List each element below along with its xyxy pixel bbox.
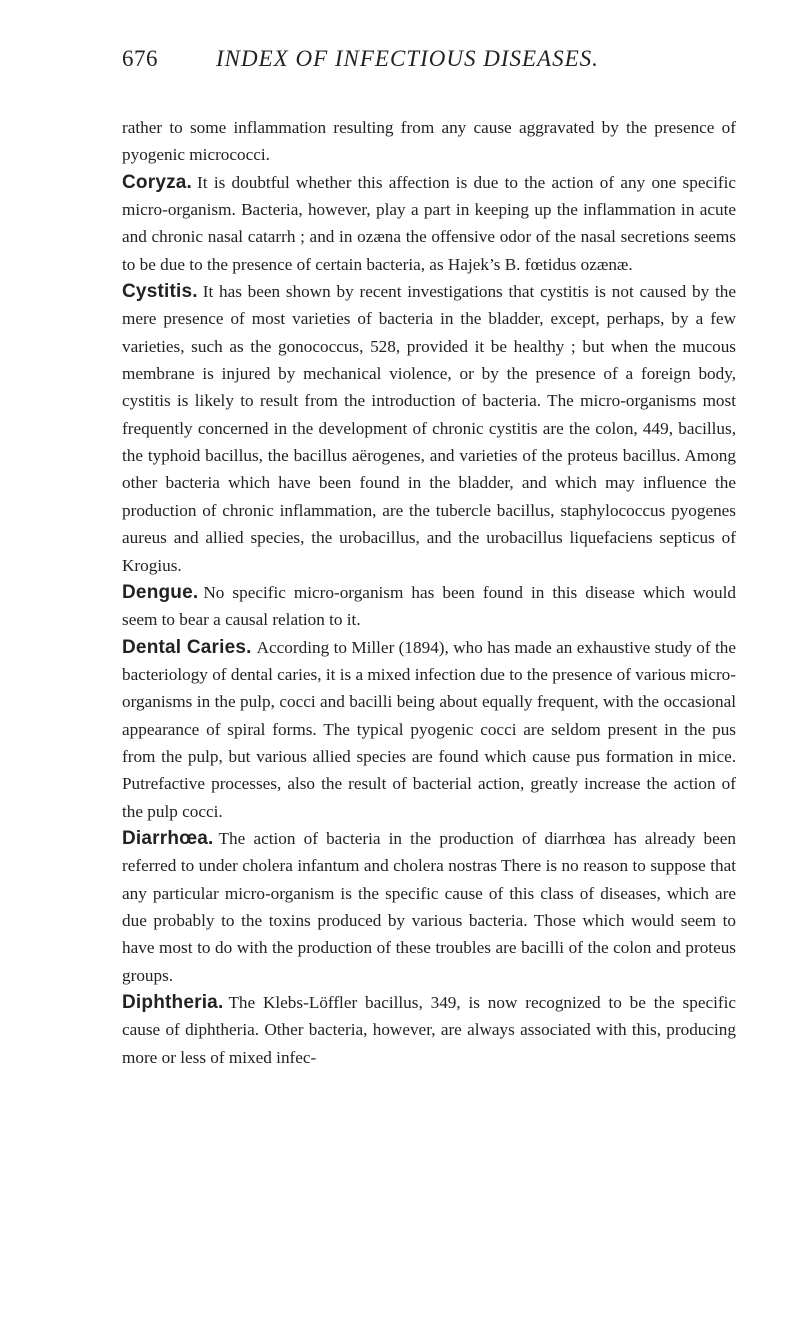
entry-heading: Diarrhœa. [122,827,214,849]
entry-coryza [122,169,736,278]
paragraph-text: rather to some inflammation resulting from any cause aggravated by the presence of pyogenic micrococci. [122,118,736,165]
entry-diarrhoea [122,825,736,989]
entry-heading: Coryza. [122,171,193,193]
entry-heading: Dengue. [122,581,199,603]
paragraph-continuation [122,114,736,169]
entry-diphtheria [122,989,736,1071]
entry-heading: Dental Caries. [122,636,252,658]
entry-dengue [122,579,736,634]
paragraph-text: The action of bacteria in the production of diarrhœa has already been referred to under cholera infantum and cholera nostras There is no reason to suppose that any particular micro-organism is the specific cause of this class of diseases, which are due probably to the toxins produced by various bacteria. Those which would seem to have most to do with the production of these troubles are bacilli of the colon and proteus groups. [122,828,736,985]
entry-heading: Diphtheria. [122,992,224,1013]
paragraph-text: It is doubtful whether this affection is due to the action of any one specific micro-organism. Bacteria, however, play a part in keeping up the inflammation in acute and chronic nasal catarrh ; and in ozæna the offensive odor of the nasal secretions seems to be due to the presence of certain bacteria, as Hajek’s B. fœtidus ozænæ. [122,172,736,274]
paragraph-text: No specific micro-organism has been found in this disease which would seem to bear a causal relation to it. [122,582,736,630]
paragraph-text: The Klebs-Löffler bacillus, 349, is now recognized to be the specific cause of diphtheria. Other bacteria, however, are always associated with this, producing more or less of mixed infec- [122,993,736,1067]
paragraph-text: It has been shown by recent investigations that cystitis is not caused by the mere presence of most varieties of bacteria in the bladder, except, perhaps, by a few varieties, such as the gonococcus, 528, provided it be healthy ; but when the mucous membrane is injured by mechanical violence, or by the presence of a foreign body, cystitis is likely to result from the introduction of bacteria. The micro-organisms most frequently concerned in the development of chronic cystitis are the colon, 449, bacillus, the typhoid bacillus, the bacillus aërogenes, and varieties of the proteus bacillus. Among other bacteria which have been found in the bladder, and which may influence the production of chronic inflammation, are the tubercle bacillus, staphylococcus pyogenes aureus and allied species, the urobacillus, and the urobacillus liquefaciens septicus of Krogius. [122,282,736,575]
entry-cystitis [122,278,736,579]
entry-heading: Cystitis. [122,281,198,303]
page-number: 676 [122,46,158,71]
paragraph-text: According to Miller (1894), who has made an exhaustive study of the bacteriology of dental caries, it is a mixed infection due to the presence of various micro-organisms in the pulp, cocci and bacilli being about equally frequent, with the occasional appearance of spiral forms. The typical pyogenic cocci are seldom present in the pus from the pulp, but various allied species are found which cause pus formation in mice. Putrefactive processes, also the result of bacterial action, greatly increase the action of the pulp cocci. [122,637,736,821]
body-text [122,114,736,1071]
running-title: INDEX OF INFECTIOUS DISEASES. [216,46,599,71]
entry-dental-caries [122,634,736,825]
running-head [122,46,736,80]
